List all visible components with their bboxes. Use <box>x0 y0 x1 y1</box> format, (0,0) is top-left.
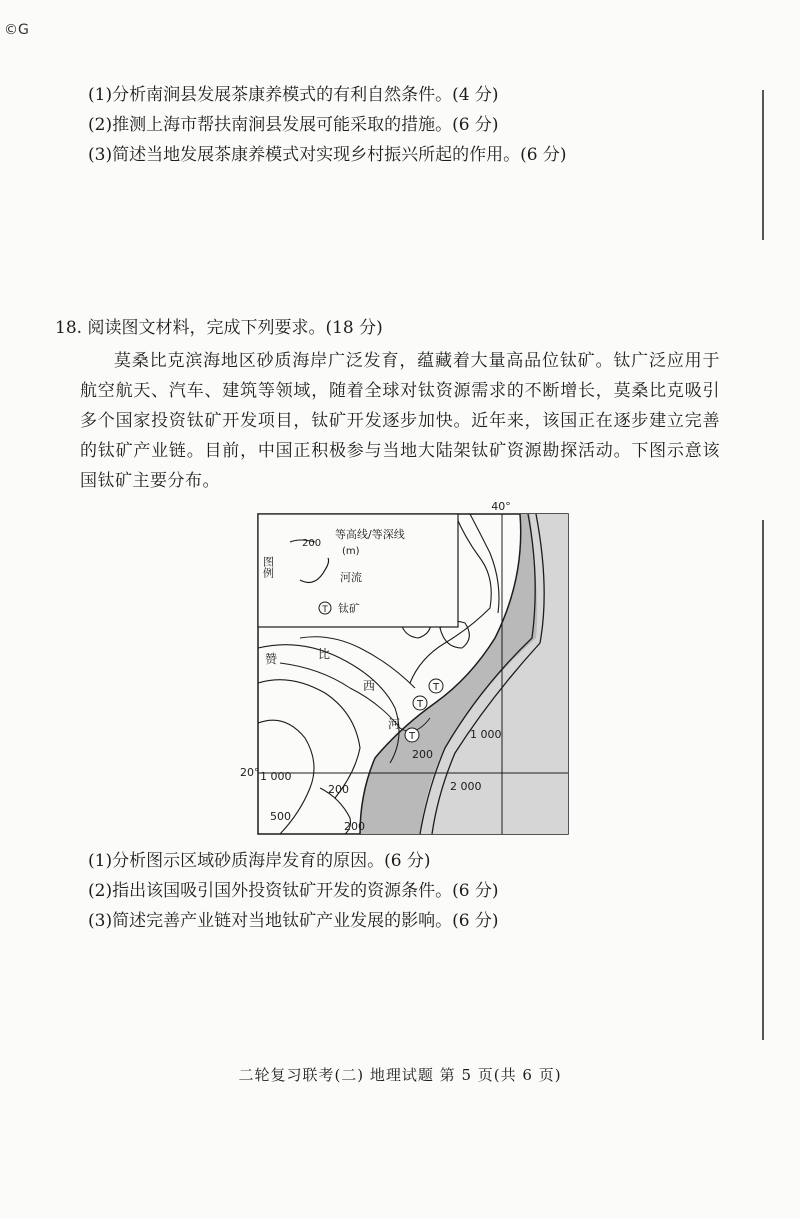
page-edge-line <box>762 90 764 240</box>
prev-question-1: (1)分析南涧县发展茶康养模式的有利自然条件。(4 分) <box>88 85 499 105</box>
prev-question-2: (2)推测上海市帮扶南涧县发展可能采取的措施。(6 分) <box>88 115 499 135</box>
contour-value: 200 <box>412 748 433 761</box>
contour-value: 1 000 <box>470 728 502 741</box>
corner-mark: ©G <box>4 22 29 38</box>
place-label: 赞 <box>265 652 278 666</box>
titanium-deposit-marker <box>405 728 419 742</box>
place-label: 河 <box>388 717 401 731</box>
contour-value: 500 <box>270 810 291 823</box>
place-label: 西 <box>363 679 376 693</box>
svg-text:T: T <box>416 699 424 710</box>
svg-text:T: T <box>432 682 440 693</box>
map-legend <box>258 514 458 627</box>
question-18-3: (3)简述完善产业链对当地钛矿产业发展的影响。(6 分) <box>88 911 499 931</box>
titanium-deposit-marker <box>429 679 443 693</box>
latitude-label: 20° <box>240 766 260 779</box>
page-edge-line <box>762 520 764 1040</box>
question-18-1: (1)分析图示区域砂质海岸发育的原因。(6 分) <box>88 851 431 871</box>
legend-contour-unit: (m) <box>342 546 360 557</box>
legend-contour-value: 200 <box>302 538 322 549</box>
legend-ti-letter: T <box>322 605 328 615</box>
place-label: 比 <box>318 647 331 661</box>
contour-value: 200 <box>344 820 365 833</box>
prev-question-3: (3)简述当地发展茶康养模式对实现乡村振兴所起的作用。(6 分) <box>88 145 567 165</box>
page-footer: 二轮复习联考(二) 地理试题 第 5 页(共 6 页) <box>238 1066 562 1084</box>
contour-value: 2 000 <box>450 780 482 793</box>
contour-value: 1 000 <box>260 770 292 783</box>
map-svg <box>240 498 580 843</box>
svg-text:T: T <box>408 731 416 742</box>
question-18-heading: 18. 阅读图文材料，完成下列要求。(18 分) <box>55 318 383 338</box>
titanium-distribution-map <box>240 498 580 843</box>
legend-contour-label: 等高线/等深线 <box>335 528 405 541</box>
contour-value: 200 <box>328 783 349 796</box>
longitude-label: 40° <box>491 500 511 513</box>
question-18-2: (2)指出该国吸引国外投资钛矿开发的资源条件。(6 分) <box>88 881 499 901</box>
legend-ti-label: 钛矿 <box>338 602 360 615</box>
question-18-material: 莫桑比克滨海地区砂质海岸广泛发育，蕴藏着大量高品位钛矿。钛广泛应用于航空航天、汽车、建筑等领域，随着全球对钛资源需求的不断增长，莫桑比克吸引多个国家投资钛矿开发项目，钛矿开发逐步加快。近年来，该国正在逐步建立完善的钛矿产业链。目前，中国正积极参与当地大陆架钛矿资源勘探活动。下图示意该国钛矿主要分布。 <box>80 351 720 491</box>
legend-title: 图例 <box>261 556 275 578</box>
legend-river-label: 河流 <box>340 571 362 584</box>
titanium-deposit-marker <box>413 696 427 710</box>
